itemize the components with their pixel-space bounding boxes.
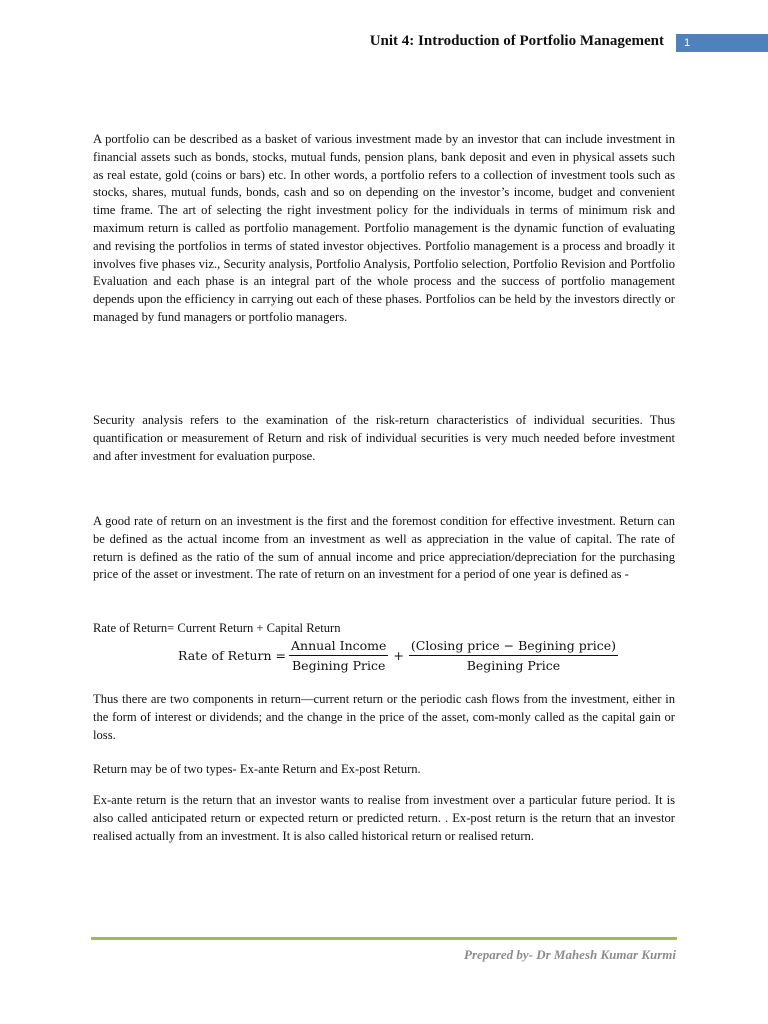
- formula-text-line: Rate of Return= Current Return + Capital Return: [93, 621, 341, 635]
- formula-plus-sign: +: [393, 648, 404, 663]
- fraction-numerator: (Closing price − Begining price): [409, 637, 618, 656]
- formula-fraction-annual-income: [289, 637, 388, 674]
- fraction-denominator: Begining Price: [466, 658, 561, 673]
- paragraph-security-analysis: Security analysis refers to the examination of the risk-return characteristics of individual securities. Thus quantification or measurement of Return and risk of individual securities is very much needed before investment and after investment for evaluation purpose.: [93, 413, 675, 463]
- rate-of-return-formula: [178, 637, 621, 674]
- paragraph-rate-of-return: A good rate of return on an investment is the first and the foremost condition for effective investment. Return can be defined as the actual income from an investment as well as appreciation in the value of capital. The rate of return is defined as the ratio of the sum of annual income and price appreciation/depreciation for the purchasing price of the asset or investment. The rate of return on an investment for a period of one year is defined as -: [93, 514, 675, 582]
- footer-divider: [91, 937, 677, 940]
- paragraph-ex-ante-ex-post: Ex-ante return is the return that an investor wants to realise from investment over a particular future period. It is also called anticipated return or expected return or predicted return. . Ex-post return is the return that an investor realised actually from an investment. It is also called historical return or realised return.: [93, 793, 675, 843]
- fraction-denominator: Begining Price: [291, 658, 386, 673]
- paragraph-return-types: Return may be of two types- Ex-ante Return and Ex-post Return.: [93, 762, 421, 776]
- paragraph-portfolio-definition: A portfolio can be described as a basket of various investment made by an investor that can include investment in financial assets such as bonds, stocks, mutual funds, pension plans, bank deposit and even in physical assets such as real estate, gold (coins or bars) etc. In other words, a portfolio refers to a collection of investment tools such as stocks, shares, mutual funds, bonds, cash and so on depending on the investor’s income, budget and convenient time frame. The art of selecting the right investment policy for the individuals in terms of minimum risk and maximum return is called as portfolio management. Portfolio management is the dynamic function of evaluating and revising the portfolios in terms of stated investor objectives. Portfolio management is a process and broadly it involves five phases viz., Security analysis, Portfolio Analysis, Portfolio selection, Portfolio Revision and Portfolio Evaluation and each phase is an integral part of the whole process and the success of portfolio management depends upon the efficiency in carrying out each of these phases. Portfolios can be held by the investors directly or managed by fund managers or portfolio managers.: [93, 132, 675, 324]
- formula-fraction-price-change: [409, 637, 618, 674]
- page-number-badge: 1: [676, 34, 768, 52]
- page-header-title: Unit 4: Introduction of Portfolio Management: [369, 33, 664, 49]
- formula-lhs: Rate of Return =: [178, 648, 287, 663]
- fraction-numerator: Annual Income: [289, 637, 388, 656]
- paragraph-return-components: Thus there are two components in return—current return or the periodic cash flows from the investment, either in the form of interest or dividends; and the change in the price of the asset, com-monly called as the capital gain or loss.: [93, 692, 675, 742]
- footer-credit: Prepared by- Dr Mahesh Kumar Kurmi: [464, 947, 676, 962]
